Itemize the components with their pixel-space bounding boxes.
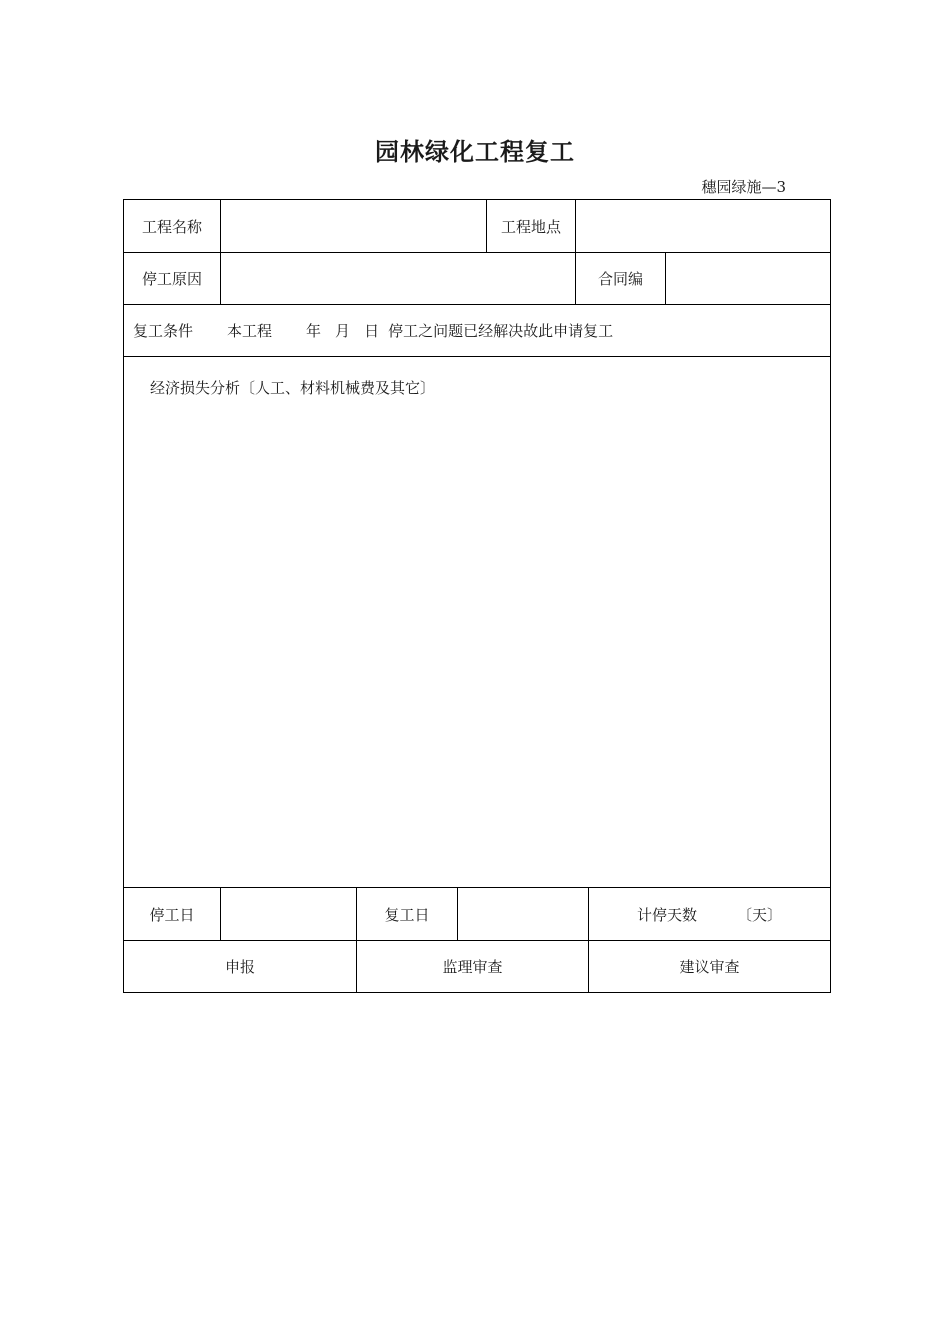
row-dates [124,888,830,941]
this-project-text: 本工程 [227,322,273,340]
project-location-label: 工程地点 [487,200,576,252]
suggestion-review-label: 建议审查 [679,958,740,976]
row-stop-reason [124,253,830,305]
stopped-days-cell[interactable] [589,888,830,940]
day-text: 日 [364,322,380,340]
resume-date-field[interactable] [458,888,589,940]
stop-reason-field[interactable] [221,253,576,304]
resume-condition-label: 复工条件 [133,322,194,340]
resume-work-form [123,199,831,993]
project-location-field[interactable] [576,200,830,252]
stop-date-label: 停工日 [124,888,221,940]
supervision-review-label: 监理审查 [357,941,589,992]
year-text: 年 [306,322,322,340]
report-label: 申报 [124,941,357,992]
stop-reason-label: 停工原因 [124,253,221,304]
page-title: 园林绿化工程复工 [375,137,575,166]
resume-date-label: 复工日 [357,888,458,940]
form-code: 穗园绿施—3 [701,178,786,196]
project-name-field[interactable] [221,200,487,252]
contract-no-label: 合同编 [576,253,666,304]
resume-statement: 停工之问题已经解决故此申请复工 [388,322,614,340]
project-name-label: 工程名称 [124,200,221,252]
stop-date-field[interactable] [221,888,357,940]
resume-condition-line [133,305,613,356]
row-resume-condition [124,305,830,357]
row-project-info [124,200,830,253]
contract-no-field[interactable] [666,253,830,304]
row-approvals [124,941,830,992]
stopped-days-label: 计停天数 [636,905,697,924]
economic-loss-analysis-label: 经济损失分析〔人工、材料机械费及其它〕 [150,379,436,397]
month-text: 月 [335,322,351,340]
days-unit: 〔天〕 [737,905,783,924]
row-economic-analysis[interactable] [124,357,830,888]
